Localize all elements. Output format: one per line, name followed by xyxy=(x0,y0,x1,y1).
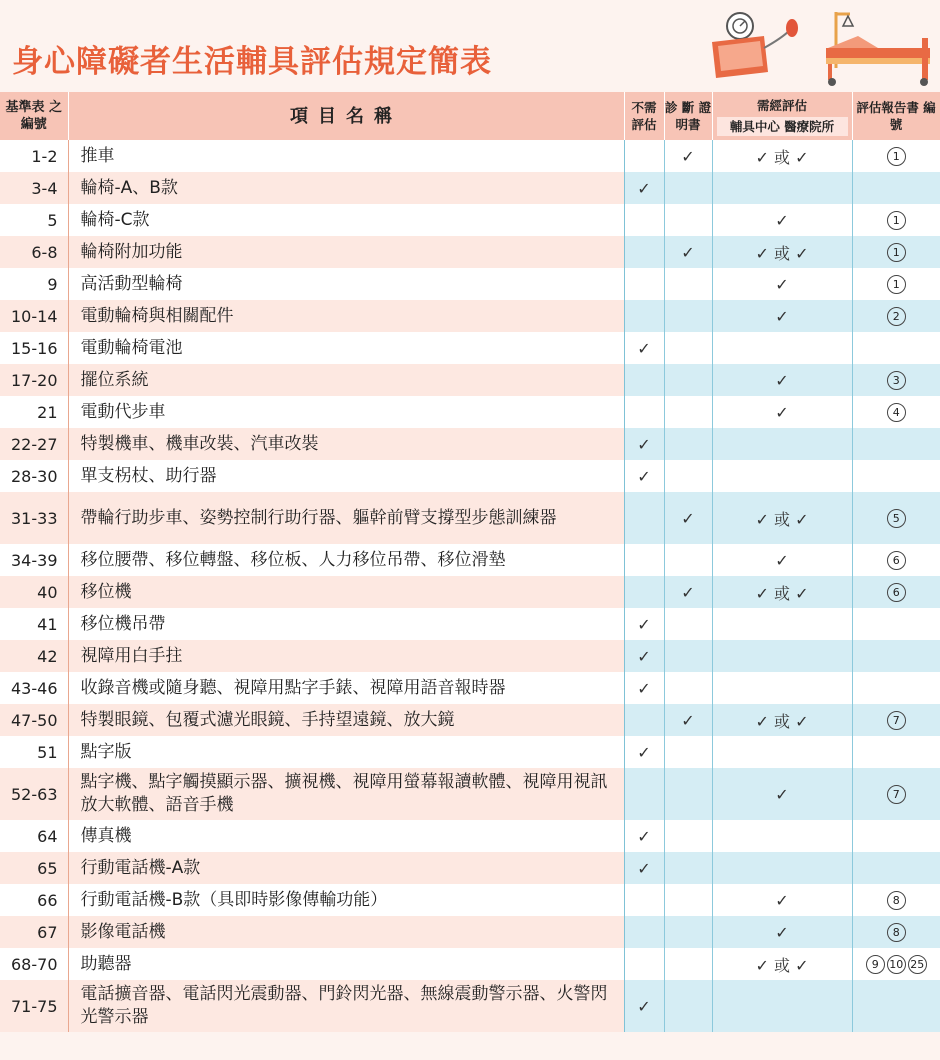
diagnosis-check: ✓ xyxy=(664,140,712,172)
row-code: 31-33 xyxy=(0,492,68,544)
table-row xyxy=(0,608,940,640)
table-row xyxy=(0,492,940,544)
need-eval-check xyxy=(712,608,852,640)
report-number-badge: 1 xyxy=(887,211,906,230)
report-number xyxy=(852,576,940,608)
table-body xyxy=(0,140,940,1032)
no-eval-check: ✓ xyxy=(624,980,664,1032)
row-name: 點字機、點字觸摸顯示器、擴視機、視障用螢幕報讀軟體、視障用視訊放大軟體、語音手機 xyxy=(68,768,624,820)
need-eval-check xyxy=(712,332,852,364)
no-eval-check: ✓ xyxy=(624,852,664,884)
row-name: 輪椅-C款 xyxy=(68,204,624,236)
row-name: 視障用白手拄 xyxy=(68,640,624,672)
need-eval-check: ✓ 或 ✓ xyxy=(712,576,852,608)
no-eval-check xyxy=(624,544,664,576)
row-code: 5 xyxy=(0,204,68,236)
page-title: 身心障礙者生活輔具評估規定簡表 xyxy=(12,44,492,80)
table-row xyxy=(0,172,940,204)
row-code: 9 xyxy=(0,268,68,300)
table-row xyxy=(0,204,940,236)
need-eval-check xyxy=(712,980,852,1032)
row-code: 47-50 xyxy=(0,704,68,736)
need-eval-check xyxy=(712,172,852,204)
header-diagnosis: 診 斷 證明書 xyxy=(664,92,712,140)
need-eval-check xyxy=(712,820,852,852)
diagnosis-check xyxy=(664,428,712,460)
row-code: 65 xyxy=(0,852,68,884)
table-row xyxy=(0,768,940,820)
report-number xyxy=(852,460,940,492)
table-row xyxy=(0,640,940,672)
report-number-badge: 5 xyxy=(887,509,906,528)
row-name: 傳真機 xyxy=(68,820,624,852)
hospital-bed-icon xyxy=(818,8,938,88)
row-code: 17-20 xyxy=(0,364,68,396)
need-eval-check xyxy=(712,736,852,768)
report-number xyxy=(852,884,940,916)
row-name: 行動電話機-A款 xyxy=(68,852,624,884)
row-name: 電話擴音器、電話閃光震動器、門鈴閃光器、無線震動警示器、火警閃光警示器 xyxy=(68,980,624,1032)
need-eval-check xyxy=(712,640,852,672)
diagnosis-check xyxy=(664,608,712,640)
table-row xyxy=(0,948,940,980)
no-eval-check xyxy=(624,884,664,916)
row-code: 40 xyxy=(0,576,68,608)
report-number xyxy=(852,640,940,672)
diagnosis-check xyxy=(664,332,712,364)
table-row xyxy=(0,332,940,364)
diagnosis-check xyxy=(664,980,712,1032)
diagnosis-check: ✓ xyxy=(664,704,712,736)
report-number xyxy=(852,980,940,1032)
row-name: 行動電話機-B款（具即時影像傳輸功能） xyxy=(68,884,624,916)
row-name: 特製機車、機車改裝、汽車改裝 xyxy=(68,428,624,460)
diagnosis-check xyxy=(664,300,712,332)
diagnosis-check xyxy=(664,852,712,884)
report-number-badge: 1 xyxy=(887,275,906,294)
no-eval-check xyxy=(624,236,664,268)
table-row xyxy=(0,980,940,1032)
diagnosis-check xyxy=(664,736,712,768)
report-number-badge: 6 xyxy=(887,551,906,570)
row-code: 3-4 xyxy=(0,172,68,204)
report-number-badge: 25 xyxy=(908,955,927,974)
header-no-eval: 不需 評估 xyxy=(624,92,664,140)
diagnosis-check xyxy=(664,268,712,300)
table-row xyxy=(0,460,940,492)
row-name: 帶輪行助步車、姿勢控制行助行器、軀幹前臂支撐型步態訓練器 xyxy=(68,492,624,544)
report-number xyxy=(852,852,940,884)
report-number xyxy=(852,704,940,736)
header-report: 評估報告書 編 號 xyxy=(852,92,940,140)
row-name: 電動代步車 xyxy=(68,396,624,428)
report-number xyxy=(852,428,940,460)
header-need-eval-label: 需經評估 xyxy=(756,97,807,113)
row-name: 移位機 xyxy=(68,576,624,608)
row-code: 64 xyxy=(0,820,68,852)
row-code: 51 xyxy=(0,736,68,768)
report-number-badge: 6 xyxy=(887,583,906,602)
need-eval-check: ✓ xyxy=(712,768,852,820)
need-eval-check: ✓ xyxy=(712,204,852,236)
row-name: 移位機吊帶 xyxy=(68,608,624,640)
need-eval-check: ✓ xyxy=(712,916,852,948)
report-number xyxy=(852,364,940,396)
report-number xyxy=(852,236,940,268)
report-number xyxy=(852,916,940,948)
no-eval-check xyxy=(624,204,664,236)
diagnosis-check xyxy=(664,460,712,492)
diagnosis-check: ✓ xyxy=(664,236,712,268)
row-code: 66 xyxy=(0,884,68,916)
table-row xyxy=(0,576,940,608)
diagnosis-check xyxy=(664,768,712,820)
report-number-badge: 10 xyxy=(887,955,906,974)
blood-pressure-monitor-icon xyxy=(702,8,802,88)
no-eval-check xyxy=(624,948,664,980)
need-eval-check xyxy=(712,852,852,884)
report-number xyxy=(852,492,940,544)
diagnosis-check xyxy=(664,364,712,396)
no-eval-check: ✓ xyxy=(624,608,664,640)
row-name: 影像電話機 xyxy=(68,916,624,948)
need-eval-check: ✓ xyxy=(712,268,852,300)
no-eval-check xyxy=(624,268,664,300)
row-code: 6-8 xyxy=(0,236,68,268)
row-code: 41 xyxy=(0,608,68,640)
report-number xyxy=(852,332,940,364)
need-eval-check xyxy=(712,460,852,492)
report-number xyxy=(852,672,940,704)
no-eval-check: ✓ xyxy=(624,672,664,704)
table-row xyxy=(0,544,940,576)
report-number xyxy=(852,544,940,576)
row-name: 助聽器 xyxy=(68,948,624,980)
diagnosis-check xyxy=(664,672,712,704)
report-number-badge: 2 xyxy=(887,307,906,326)
diagnosis-check xyxy=(664,884,712,916)
header-need-eval-sub: 輔具中心 醫療院所 xyxy=(717,117,848,136)
row-name: 點字版 xyxy=(68,736,624,768)
row-name: 高活動型輪椅 xyxy=(68,268,624,300)
need-eval-check: ✓ xyxy=(712,364,852,396)
need-eval-check xyxy=(712,428,852,460)
report-number xyxy=(852,608,940,640)
need-eval-check: ✓ 或 ✓ xyxy=(712,236,852,268)
row-code: 28-30 xyxy=(0,460,68,492)
row-code: 71-75 xyxy=(0,980,68,1032)
report-number-badge: 3 xyxy=(887,371,906,390)
no-eval-check: ✓ xyxy=(624,820,664,852)
header-code: 基準表 之編號 xyxy=(0,92,68,140)
no-eval-check: ✓ xyxy=(624,736,664,768)
need-eval-check: ✓ xyxy=(712,396,852,428)
no-eval-check xyxy=(624,492,664,544)
report-number xyxy=(852,140,940,172)
diagnosis-check xyxy=(664,820,712,852)
table-row xyxy=(0,736,940,768)
table-row xyxy=(0,396,940,428)
report-number xyxy=(852,736,940,768)
table-row xyxy=(0,916,940,948)
no-eval-check xyxy=(624,768,664,820)
row-code: 68-70 xyxy=(0,948,68,980)
table-row xyxy=(0,300,940,332)
table-row xyxy=(0,704,940,736)
report-number xyxy=(852,172,940,204)
report-number xyxy=(852,268,940,300)
row-code: 10-14 xyxy=(0,300,68,332)
report-number-badge: 9 xyxy=(866,955,885,974)
need-eval-check: ✓ xyxy=(712,544,852,576)
row-name: 移位腰帶、移位轉盤、移位板、人力移位吊帶、移位滑墊 xyxy=(68,544,624,576)
row-code: 21 xyxy=(0,396,68,428)
row-name: 收錄音機或隨身聽、視障用點字手錶、視障用語音報時器 xyxy=(68,672,624,704)
diagnosis-check xyxy=(664,396,712,428)
report-number-badge: 8 xyxy=(887,891,906,910)
no-eval-check: ✓ xyxy=(624,640,664,672)
no-eval-check: ✓ xyxy=(624,172,664,204)
diagnosis-check xyxy=(664,544,712,576)
diagnosis-check xyxy=(664,916,712,948)
no-eval-check xyxy=(624,704,664,736)
need-eval-check: ✓ xyxy=(712,884,852,916)
no-eval-check xyxy=(624,576,664,608)
row-name: 輪椅附加功能 xyxy=(68,236,624,268)
report-number-badge: 8 xyxy=(887,923,906,942)
no-eval-check: ✓ xyxy=(624,460,664,492)
diagnosis-check: ✓ xyxy=(664,576,712,608)
table-row xyxy=(0,672,940,704)
report-number-badge: 1 xyxy=(887,147,906,166)
row-code: 34-39 xyxy=(0,544,68,576)
header-name: 項目名稱 xyxy=(68,92,624,140)
row-name: 單支柺杖、助行器 xyxy=(68,460,624,492)
no-eval-check xyxy=(624,364,664,396)
row-name: 特製眼鏡、包覆式濾光眼鏡、手持望遠鏡、放大鏡 xyxy=(68,704,624,736)
table-header-row xyxy=(0,92,940,140)
need-eval-check: ✓ 或 ✓ xyxy=(712,492,852,544)
table-row xyxy=(0,428,940,460)
row-code: 43-46 xyxy=(0,672,68,704)
table-row xyxy=(0,852,940,884)
report-number xyxy=(852,948,940,980)
row-name: 輪椅-A、B款 xyxy=(68,172,624,204)
row-code: 22-27 xyxy=(0,428,68,460)
report-number xyxy=(852,300,940,332)
header-need-eval xyxy=(712,92,852,140)
row-code: 52-63 xyxy=(0,768,68,820)
no-eval-check: ✓ xyxy=(624,332,664,364)
diagnosis-check: ✓ xyxy=(664,492,712,544)
table-row xyxy=(0,236,940,268)
report-number xyxy=(852,204,940,236)
no-eval-check: ✓ xyxy=(624,428,664,460)
row-code: 67 xyxy=(0,916,68,948)
report-number-badge: 7 xyxy=(887,711,906,730)
report-number xyxy=(852,820,940,852)
row-name: 電動輪椅電池 xyxy=(68,332,624,364)
no-eval-check xyxy=(624,916,664,948)
report-number-badge: 1 xyxy=(887,243,906,262)
no-eval-check xyxy=(624,140,664,172)
row-name: 電動輪椅與相關配件 xyxy=(68,300,624,332)
table-row xyxy=(0,820,940,852)
row-name: 推車 xyxy=(68,140,624,172)
row-name: 擺位系統 xyxy=(68,364,624,396)
need-eval-check xyxy=(712,672,852,704)
row-code: 42 xyxy=(0,640,68,672)
no-eval-check xyxy=(624,396,664,428)
diagnosis-check xyxy=(664,204,712,236)
row-code: 15-16 xyxy=(0,332,68,364)
no-eval-check xyxy=(624,300,664,332)
table-row xyxy=(0,140,940,172)
report-number xyxy=(852,768,940,820)
need-eval-check: ✓ 或 ✓ xyxy=(712,140,852,172)
table-row xyxy=(0,364,940,396)
need-eval-check: ✓ 或 ✓ xyxy=(712,704,852,736)
diagnosis-check xyxy=(664,172,712,204)
need-eval-check: ✓ 或 ✓ xyxy=(712,948,852,980)
row-code: 1-2 xyxy=(0,140,68,172)
need-eval-check: ✓ xyxy=(712,300,852,332)
diagnosis-check xyxy=(664,948,712,980)
report-number xyxy=(852,396,940,428)
report-number-badge: 7 xyxy=(887,785,906,804)
table-row xyxy=(0,884,940,916)
diagnosis-check xyxy=(664,640,712,672)
table-row xyxy=(0,268,940,300)
assistive-device-table xyxy=(0,92,940,1032)
report-number-badge: 4 xyxy=(887,403,906,422)
